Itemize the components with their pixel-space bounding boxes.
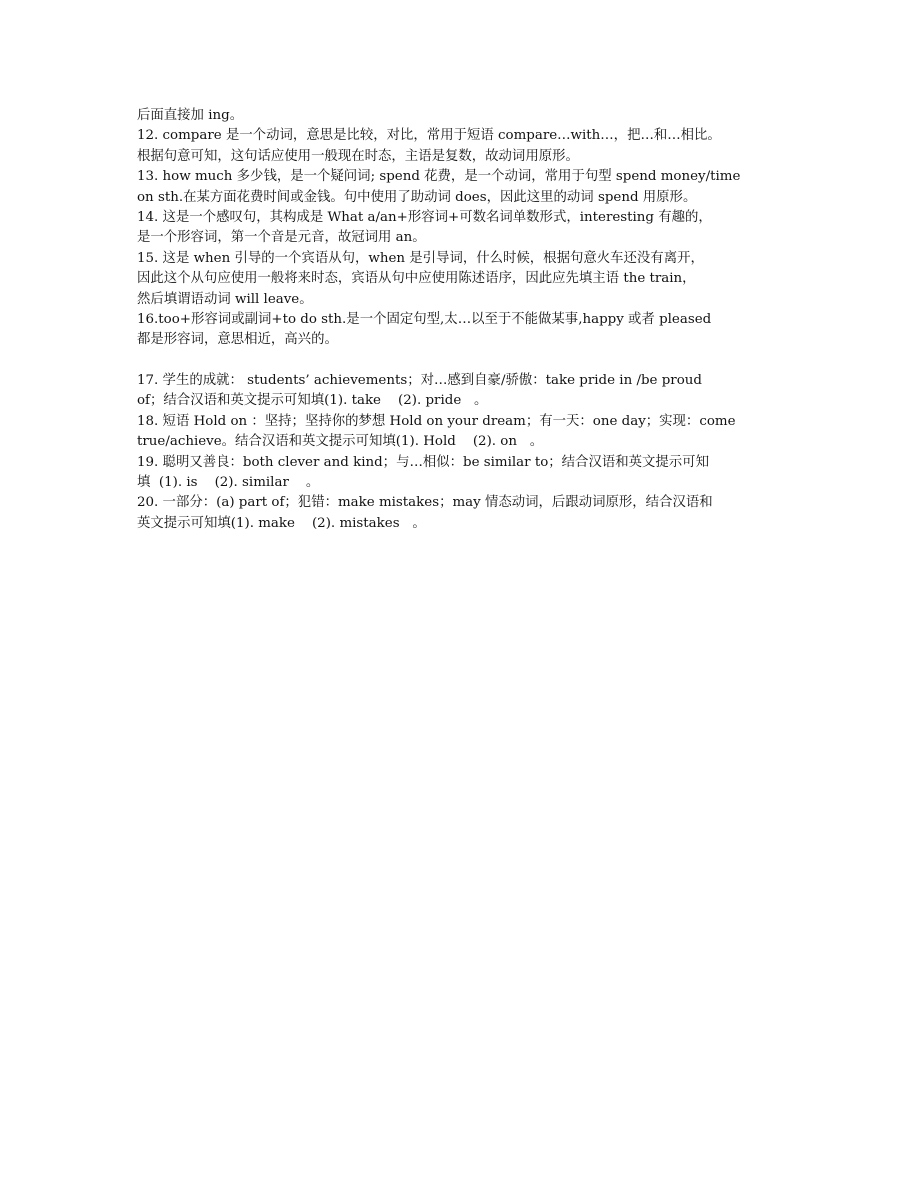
item-16-line-1: 16.too+形容词或副词+to do sth.是一个固定句型,太…以至于不能做某事,happy 或者 pleased — [137, 311, 712, 327]
blank-line — [137, 351, 797, 371]
item-12-line-1: 12. compare 是一个动词，意思是比较，对比，常用于短语 compare…with…，把…和…相比。 — [137, 128, 721, 144]
item-15-line-2: 因此这个从句应使用一般将来时态，宾语从句中应使用陈述语序，因此应先填主语 the train， — [137, 271, 696, 287]
text-line-continuation: 后面直接加 ing。 — [137, 108, 244, 123]
item-16-line-2: 都是形容词，意思相近，高兴的。 — [137, 332, 338, 348]
item-13-line-2: on sth.在某方面花费时间或金钱。句中使用了助动词 does，因此这里的动词 spend 用原形。 — [137, 189, 697, 205]
item-17-line-1: 17. 学生的成就： students’ achievements；对…感到自豪/骄傲：take pride in /be proud — [137, 373, 702, 389]
item-20-line-1: 20. 一部分：(a) part of；犯错：make mistakes；may 情态动词，后跟动词原形，结合汉语和 — [137, 495, 713, 511]
item-13-line-1: 13. how much 多少钱，是一个疑问词; spend 花费，是一个动词，常用于句型 spend money/time — [137, 169, 741, 185]
item-14-line-1: 14. 这是一个感叹句，其构成是 What a/an+形容词+可数名词单数形式，interesting 有趣的， — [137, 209, 712, 225]
answer-explanations — [137, 106, 797, 534]
item-18-line-2: true/achieve。结合汉语和英文提示可知填(1). Hold (2). on 。 — [137, 434, 544, 450]
item-15-line-1: 15. 这是 when 引导的一个宾语从句，when 是引导词，什么时候，根据句意火车还没有离开， — [137, 250, 704, 266]
item-15-line-3: 然后填谓语动词 will leave。 — [137, 291, 313, 307]
item-19-line-1: 19. 聪明又善良：both clever and kind；与…相似：be similar to；结合汉语和英文提示可知 — [137, 454, 709, 470]
item-12-line-2: 根据句意可知，这句话应使用一般现在时态，主语是复数，故动词用原形。 — [137, 148, 579, 164]
item-17-line-2: of；结合汉语和英文提示可知填(1). take (2). pride 。 — [137, 393, 488, 409]
item-14-line-2: 是一个形容词，第一个音是元音，故冠词用 an。 — [137, 230, 426, 246]
item-19-line-2: 填 (1). is (2). similar 。 — [137, 475, 320, 491]
item-20-line-2: 英文提示可知填(1). make (2). mistakes 。 — [137, 515, 426, 531]
item-18-line-1: 18. 短语 Hold on ：坚持；坚持你的梦想 Hold on your dream；有一天：one day；实现：come — [137, 413, 736, 429]
